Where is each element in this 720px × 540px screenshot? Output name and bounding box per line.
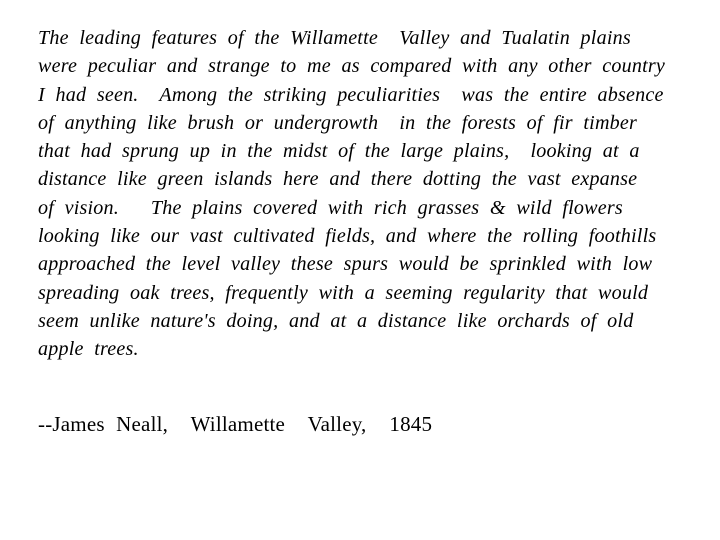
quote-line: were peculiar and strange to me as compared with any other country: [38, 55, 666, 78]
quote-line: spreading oak trees, frequently with a seeming regularity that would: [38, 281, 649, 304]
attribution-line: --James Neall, Willamette Valley, 1845: [38, 411, 433, 436]
quote-line: apple trees.: [38, 338, 139, 361]
quote-line: approached the level valley these spurs would be sprinkled with low: [38, 253, 653, 276]
quote-block: [38, 24, 678, 438]
quote-line: distance like green islands here and there dotting the vast expanse: [38, 168, 638, 191]
quote-line: of vision. The plains covered with rich grasses & wild flowers: [38, 196, 623, 219]
quote-line: The leading features of the Willamette Valley and Tualatin plains: [38, 27, 631, 49]
quote-line: seem unlike nature's doing, and at a distance like orchards of old: [38, 309, 634, 332]
quote-line: I had seen. Among the striking peculiarities was the entire absence: [38, 83, 664, 106]
quote-line: of anything like brush or undergrowth in the forests of fir timber: [38, 111, 638, 134]
quote-line: looking like our vast cultivated fields, and where the rolling foothills: [38, 225, 657, 248]
quote-line: that had sprung up in the midst of the large plains, looking at a: [38, 140, 640, 163]
